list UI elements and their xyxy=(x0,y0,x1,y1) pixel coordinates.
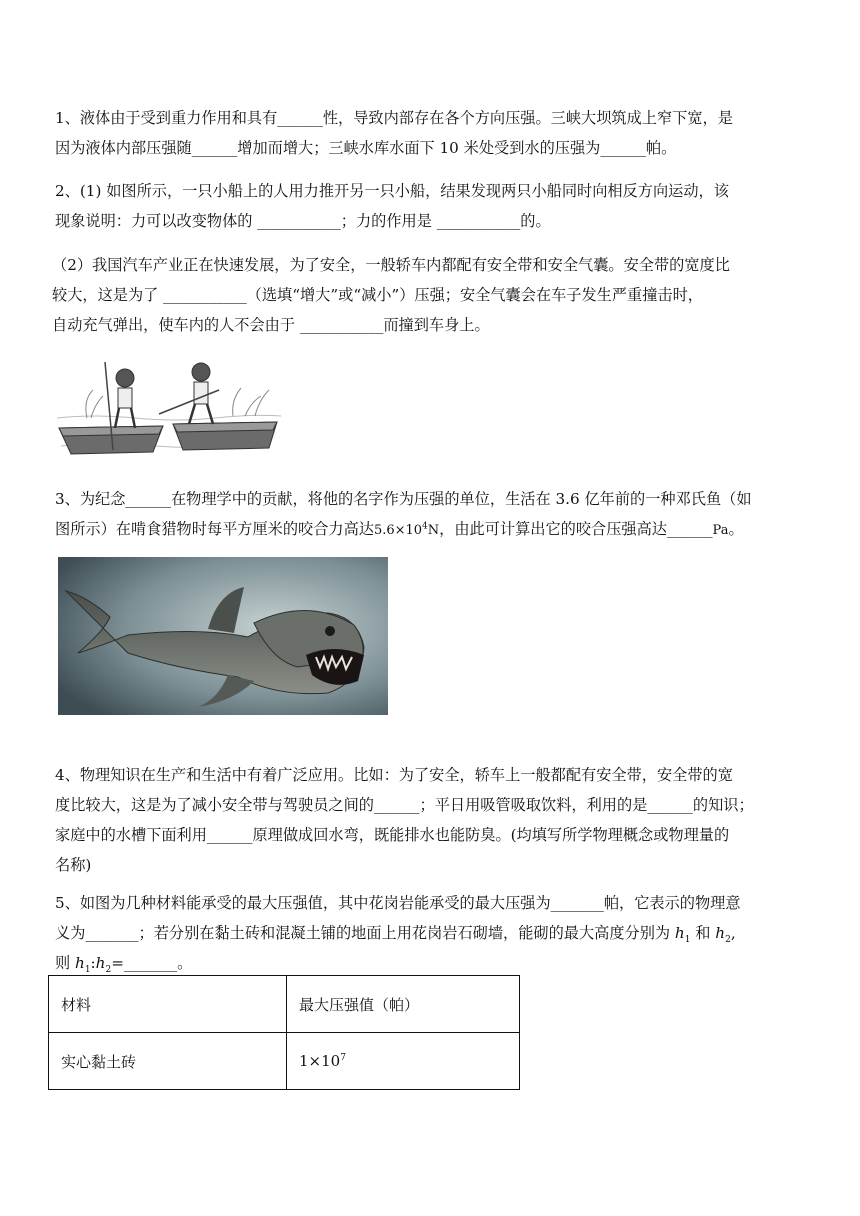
right-boat xyxy=(173,422,277,450)
q2-part2-line-3: 自动充气弹出，使车内的人不会由于 ___________而撞到车身上。 xyxy=(52,316,490,334)
dunkleosteus-image xyxy=(58,557,388,715)
boats-illustration xyxy=(55,360,283,460)
question-5: 5、如图为几种材料能承受的最大压强值，其中花岗岩能承受的最大压强为_______帕，它表示的物理意 义为_______；若分别在黏土砖和混凝土铺的地面上用花岗岩石砌墙，能砌的最大高度分别为 $h_1$ 和 $h_2$, 则 $h_1:h_2=\_\_\_\_\_\_\_$。 xyxy=(55,894,741,976)
q3-line-2b: ，由此可计算出它的咬合压强高达______ xyxy=(439,520,713,538)
h2-symbol: $h_2$ xyxy=(715,924,731,946)
q4-line-1: 4、物理知识在生产和生活中有着广泛应用。比如：为了安全，轿车上一般都配有安全带，安全带的宽 xyxy=(55,766,733,784)
q3-line-1: 3、为纪念______在物理学中的贡献，将他的名字作为压强的单位，生活在 3.6 亿年前的一种邓氏鱼（如 xyxy=(55,490,752,508)
girl-figure xyxy=(115,369,135,428)
question-3 xyxy=(55,484,805,546)
h1-ratio: $h_1$ xyxy=(75,954,91,976)
q5-line-3b: =_______。 xyxy=(111,954,193,972)
q5-line-3a: 则 xyxy=(55,954,71,972)
q4-line-4: 名称) xyxy=(55,856,92,874)
material-cell: 实心黏土砖 xyxy=(49,1033,287,1090)
reeds xyxy=(86,388,269,418)
q3-line-2c: 。 xyxy=(728,520,744,538)
h1-symbol: $h_1$ xyxy=(674,924,691,946)
q5-line-2a: 义为_______；若分别在黏土砖和混凝土铺的地面上用花岗岩石砌墙，能砌的最大高度分别为 xyxy=(55,924,671,942)
q2-line-1: 2、(1) 如图所示，一只小船上的人用力推开另一只小船，结果发现两只小船同时向相反方向运动，该 xyxy=(55,182,729,200)
question-4 xyxy=(55,760,805,880)
q5-line-1: 5、如图为几种材料能承受的最大压强值，其中花岗岩能承受的最大压强为_______帕，它表示的物理意 xyxy=(55,894,741,912)
table-row xyxy=(49,1033,520,1090)
ratio-colon: : xyxy=(90,954,96,972)
question-2-part-1 xyxy=(55,176,805,236)
q5-and: 和 xyxy=(695,924,711,942)
header-max-pressure: 最大压强值（帕） xyxy=(287,976,520,1033)
materials-table xyxy=(48,975,520,1090)
table-header-row xyxy=(49,976,520,1033)
q3-line-2a: 图所示）在啃食猎物时每平方厘米的咬合力高达 xyxy=(55,520,374,538)
q2-line-2: 现象说明：力可以改变物体的 ___________；力的作用是 ___________的。 xyxy=(55,212,551,230)
pa-unit: Pa xyxy=(712,523,729,538)
question-2-part-2 xyxy=(52,250,802,340)
h2-ratio: $h_2$ xyxy=(95,954,112,976)
q2-part2-line-1: （2）我国汽车产业正在快速发展，为了安全，一般轿车内都配有安全带和安全气囊。安全带的宽度比 xyxy=(52,256,730,274)
q1-line-2: 因为液体内部压强随______增加而增大；三峡水库水面下 10 米处受到水的压强为______帕。 xyxy=(55,139,677,157)
pressure-cell: $1\times 10^7$ xyxy=(287,1033,520,1090)
q1-line-1: 1、液体由于受到重力作用和具有______性，导致内部存在各个方向压强。三峡大坝筑成上窄下宽，是 xyxy=(55,109,733,127)
q4-line-3: 家庭中的水槽下面利用______原理做成回水弯，既能排水也能防臭。(均填写所学物理概念或物理量的 xyxy=(55,826,730,844)
bite-force-value: $5.6\times 10^4N$ xyxy=(373,521,440,538)
q4-line-2: 度比较大，这是为了减小安全带与驾驶员之间的______；平日用吸管吸取饮料，利用的是______的知识； xyxy=(55,796,754,814)
question-1 xyxy=(55,103,805,163)
q2-part2-line-2: 较大，这是为了 ___________（选填“增大”或“减小”）压强；安全气囊会在车子发生严重撞击时， xyxy=(52,286,703,304)
header-material: 材料 xyxy=(49,976,287,1033)
